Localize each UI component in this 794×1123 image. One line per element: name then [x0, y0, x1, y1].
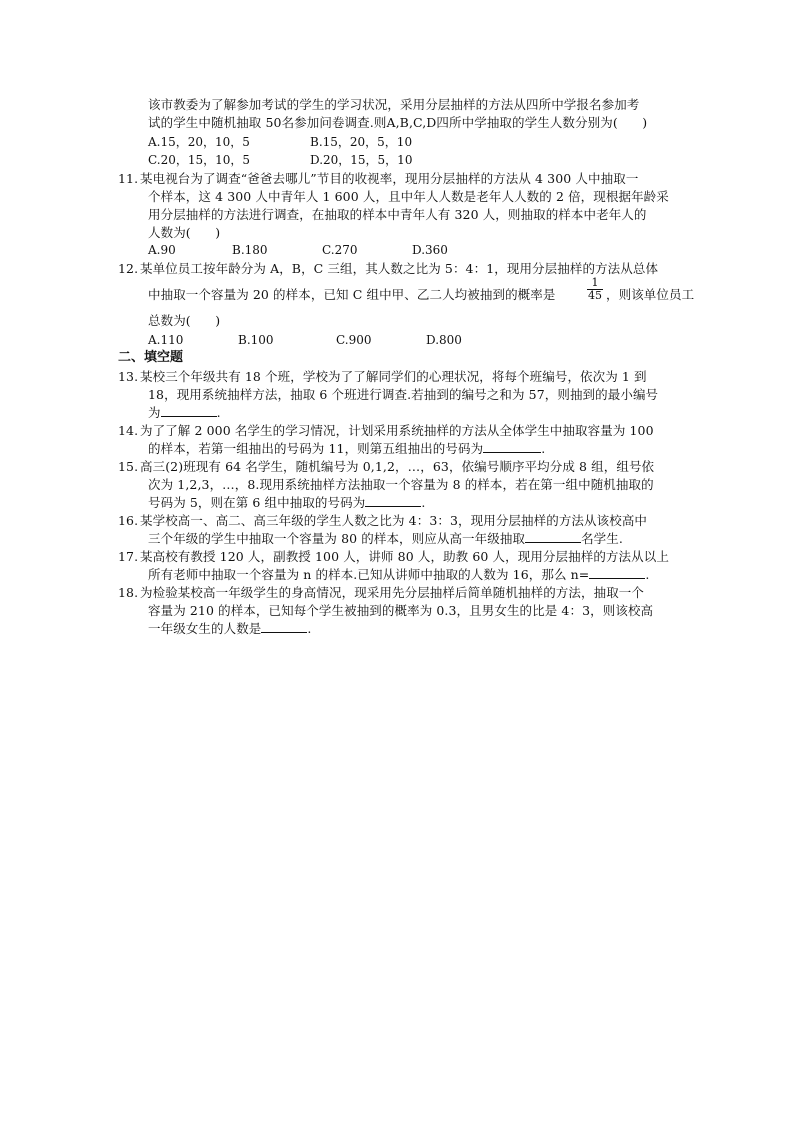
q14-line-2b: . [541, 441, 546, 456]
q12-number: 12. [118, 261, 139, 276]
q13-answer-blank[interactable] [161, 404, 217, 417]
q17-line-1: 某高校有教授 120 人，副教授 100 人，讲师 80 人，助教 60 人，现用分层抽样的方法从以上 [140, 549, 669, 564]
q18-line-1: 为检验某校高一年级学生的身高情况，现采用先分层抽样后简单随机抽样的方法，抽取一个 [140, 585, 645, 600]
q15-answer-blank[interactable] [365, 494, 421, 507]
q15-line-3b: . [421, 495, 426, 510]
q13-line-3b: . [216, 405, 221, 420]
q12-option-d: D.800 [426, 333, 462, 347]
q11-option-c: C.270 [322, 243, 358, 257]
q13-number: 13. [118, 369, 139, 384]
q12-line-3: 总数为( ) [148, 313, 221, 328]
q16-line-1: 某学校高一、高二、高三年级的学生人数之比为 4：3：3，现用分层抽样的方法从该校高中 [140, 513, 648, 528]
q12-probability-fraction [587, 277, 603, 302]
section-heading-fill-in: 二、填空题 [118, 350, 184, 365]
q18-answer-blank[interactable] [261, 620, 307, 633]
q11-line-3: 用分层抽样的方法进行调查，在抽取的样本中青年人有 320 人，则抽取的样本中老年人的 [148, 207, 647, 222]
q14-line-2a: 的样本，若第一组抽出的号码为 11，则第五组抽出的号码为 [148, 441, 484, 456]
q18-number: 18. [118, 585, 139, 600]
q11-option-a: A.90 [148, 243, 176, 257]
q12-line-1: 某单位员工按年龄分为 A，B，C 三组，其人数之比为 5：4：1，现用分层抽样的方法从总体 [140, 261, 659, 276]
q13-line-3a: 为 [148, 405, 161, 420]
fraction-denominator: 45 [588, 289, 602, 302]
q11-line-1: 某电视台为了调查“爸爸去哪儿”节目的收视率，现用分层抽样的方法从 4 300 人中抽取一 [140, 171, 639, 186]
q16-line-2a: 三个年级的学生中抽取一个容量为 80 的样本，则应从高一年级抽取 [148, 531, 526, 546]
q16-answer-blank[interactable] [525, 530, 581, 543]
q10-line-2: 试的学生中随机抽取 50名参加问卷调查.则A,B,C,D四所中学抽取的学生人数分别为( ) [148, 115, 648, 130]
q18-line-3a: 一年级女生的人数是 [148, 621, 262, 636]
q16-line-2b: 名学生. [581, 531, 623, 546]
q11-line-2: 个样本，这 4 300 人中青年人 1 600 人，且中年人人数是老年人人数的 2 倍，现根据年龄采 [148, 189, 669, 204]
q13-line-3 [148, 404, 221, 422]
q18-line-3 [148, 620, 311, 638]
q11-number: 11. [118, 171, 139, 186]
q10-option-d: D.20，15，5，10 [310, 153, 413, 167]
q10-option-a: A.15，20，10，5 [148, 135, 250, 149]
q14-line-1: 为了了解 2 000 名学生的学习情况，计划采用系统抽样的方法从全体学生中抽取容量为 100 [140, 423, 654, 438]
q17-answer-blank[interactable] [589, 566, 645, 579]
q15-number: 15. [118, 459, 139, 474]
q11-line-4: 人数为( ) [148, 225, 221, 240]
q12-option-a: A.110 [148, 333, 184, 347]
q16-line-2 [148, 530, 623, 548]
q12-option-b: B.100 [238, 333, 274, 347]
q16-number: 16. [118, 513, 139, 528]
q13-line-2: 18，现用系统抽样方法，抽取 6 个班进行调查.若抽到的编号之和为 57，则抽到的最小编号 [148, 387, 659, 402]
q14-answer-blank[interactable] [483, 440, 541, 453]
q11-option-d: D.360 [412, 243, 448, 257]
fraction-numerator: 1 [591, 276, 599, 289]
q17-line-2b: . [645, 567, 650, 582]
q12-line-2b: ，则该单位员工 [606, 287, 695, 302]
q13-line-1: 某校三个年级共有 18 个班，学校为了了解同学们的心理状况，将每个班编号，依次为 1 到 [140, 369, 647, 384]
q10-option-c: C.20，15，10，5 [148, 153, 251, 167]
q14-number: 14. [118, 423, 139, 438]
q10-option-b: B.15，20，5，10 [310, 135, 413, 149]
q15-line-2: 次为 1,2,3，…，8.现用系统抽样方法抽取一个容量为 8 的样本，若在第一组中随机抽取的 [148, 477, 654, 492]
q14-line-2 [148, 440, 545, 458]
q15-line-1: 高三(2)班现有 64 名学生，随机编号为 0,1,2，…，63，依编号顺序平均分成 8 组，组号依 [140, 459, 655, 474]
q15-line-3a: 号码为 5，则在第 6 组中抽取的号码为 [148, 495, 366, 510]
q12-line-2a: 中抽取一个容量为 20 的样本，已知 C 组中甲、乙二人均被抽到的概率是 [148, 287, 556, 302]
q17-line-2 [148, 566, 649, 584]
q18-line-3b: . [307, 621, 312, 636]
q11-option-b: B.180 [232, 243, 268, 257]
q12-option-c: C.900 [336, 333, 372, 347]
q17-number: 17. [118, 549, 139, 564]
q18-line-2: 容量为 210 的样本，已知每个学生被抽到的概率为 0.3，且男女生的比是 4：3，则该校高 [148, 603, 654, 618]
q17-line-2a: 所有老师中抽取一个容量为 n 的样本.已知从讲师中抽取的人数为 16，那么 n= [148, 567, 590, 582]
q10-line-1: 该市教委为了解参加考试的学生的学习状况，采用分层抽样的方法从四所中学报名参加考 [148, 97, 640, 112]
q15-line-3 [148, 494, 425, 512]
